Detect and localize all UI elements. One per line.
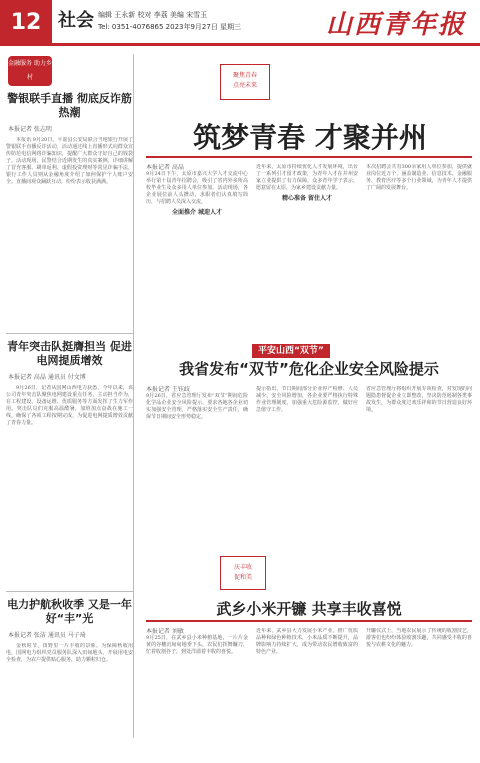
red-rule: [146, 156, 472, 158]
story-byline: 本报记者 张洁 通讯员 马子琦: [8, 632, 86, 639]
story-byline: 本报记者 张志明: [8, 126, 52, 133]
section-ribbon: 平安山西“双节”: [252, 344, 330, 358]
feature-label-line: 点亮未来: [232, 82, 257, 89]
section-name: 社会: [58, 10, 94, 31]
article-column: 本次招聘会共有300余家用人单位参加，提供就业岗位近万个，涵盖制造业、信息技术、金融服务、教育医疗等多个行业领域，为青年人才提供了广阔的发展舞台。: [366, 164, 472, 191]
section-subhead: 全面推介 城迎人才: [171, 209, 223, 216]
article-column: 开镰仪式上，当地农民展示了传统的收割技艺，游客们也纷纷体验收割乐趣，共同感受丰收的喜悦与农耕文化的魅力。: [366, 628, 472, 648]
story-headline[interactable]: 青年突击队挺膺担当 促进电网提质增效: [7, 340, 132, 367]
feature-label-box: [220, 556, 266, 590]
story-headline[interactable]: 武乡小米开镰 共享丰收喜悦: [216, 600, 402, 618]
article-column: 本报记者 王钰歧 9月26日，省应急管理厅发布“双节”期间危险化学品企业安全风险提示，要求各地各企业切实加强安全管理，严格落实安全生产责任，确保节日期间安全形势稳定。: [146, 386, 248, 420]
red-rule: [146, 620, 472, 622]
story-byline: 本报记者 高晶: [146, 164, 184, 171]
page-number: 12: [0, 0, 52, 46]
feature-label-line: 庆丰收: [233, 564, 252, 571]
feature-label-line: 促和美: [233, 574, 252, 581]
left-column-header: [6, 54, 133, 88]
story-body: 本报讯 9月20日，平遥县公安局联合当地银行开展了警银联手直播反诈活动，活动通过线上直播形式向群众宣传防范电信网络诈骗知识，提醒广大群众守好自己的钱袋子。活动现场，民警结合近期发生的真实案例，详细讲解了冒充客服、刷单返利、虚假投资理财等常见诈骗手法，银行工作人员则从金融角度介绍了如何保护个人账户安全。直播间观众踊跃互动，纷纷表示收获满满。: [6, 137, 133, 185]
feature-label-line: 聚焦青春: [232, 72, 257, 79]
story-headline[interactable]: 我省发布“双节”危化企业安全风险提示: [179, 360, 439, 378]
left-column: [6, 54, 134, 738]
newspaper-masthead: 山西青年报: [325, 10, 466, 40]
article-column: 本报记者 高晶 9月24日下午，太原市嘉兴大学人才交流中心举行第十届青年招聘会，吸引了省内外多所高校毕业生及众多用人单位参加。活动现场，各企业展位前人头攒动，求职者们认真填写简历，与招聘人员深入交流。 全面推介 城迎人才: [146, 164, 248, 216]
story-byline: 本报记者 王钰歧: [146, 386, 190, 393]
story-byline: 本报记者 刘敏: [146, 628, 184, 635]
date-line: Tel: 0351-4076865 2023年9月27日 星期三: [98, 23, 242, 31]
editor-line: 编辑 王永新 校对 李荔 美编 宋雪玉: [98, 11, 208, 19]
story-headline[interactable]: 电力护航秋收季 又是一年好“丰”光: [7, 598, 132, 625]
article-column: 近年来，太原市持续优化人才发展环境，出台了一系列引才留才政策，为青年人才在并州安家立业提供了有力保障。众多青年学子表示，愿意留在太原，为家乡建设贡献力量。 精心准备 留住人才: [256, 164, 358, 202]
page-header: [0, 0, 480, 46]
article-column: 本报记者 刘敏 9月25日，在武乡县小米种植基地，一片片金黄的谷穗沉甸甸地垂下头，农民们挥舞镰刀，忙着收割谷子，到处洋溢着丰收的喜悦。: [146, 628, 248, 655]
story-body: 金秋时节，田野里一片丰收的景象。为保障秋收用电，国网电力组织党员服务队深入田间地头，开展用电安全检查，为农户提供贴心服务，助力颗粒归仓。: [6, 643, 133, 663]
story-headline[interactable]: 警银联手直播 彻底反诈筋热潮: [7, 92, 132, 119]
article-column: 省应急管理厅将组织开展专项检查，对发现的问题隐患督促企业立即整改，坚决防范遏制各类事故发生，为群众度过欢乐祥和的节日营造良好环境。: [366, 386, 472, 413]
article-column: 近年来，武乡县大力发展小米产业，推广优质品种和绿色种植技术，小米品质不断提升，品牌影响力持续扩大，成为带动农民增收致富的特色产业。: [256, 628, 358, 655]
main-headline[interactable]: 筑梦青春 才聚并州: [193, 121, 427, 154]
article-column: 提示指出，节日期间部分企业停产检修、人员减少，安全风险增加，各企业要严格执行特殊作业管理制度，加强重大危险源监控，做好应急值守工作。: [256, 386, 358, 413]
story-byline: 本报记者 高晶 通讯员 付文博: [8, 374, 86, 381]
divider: [6, 333, 133, 334]
column-tag: 金融服务 助力乡村: [8, 56, 52, 86]
section-subhead: 精心准备 留住人才: [281, 195, 333, 202]
story-body: 9月26日，记者从国网山西电力获悉，今年以来，该公司青年突击队聚焦电网建设重点任务，主动担当作为，在工程建设、设备运维、优质服务等方面发挥了生力军作用。突击队员们克服高温酷暑，加班加点奋战在施工一线，确保了各项工程按期完成，为促进电网提质增效贡献了青春力量。: [6, 385, 133, 426]
divider: [6, 591, 133, 592]
feature-label-box: [220, 64, 270, 100]
